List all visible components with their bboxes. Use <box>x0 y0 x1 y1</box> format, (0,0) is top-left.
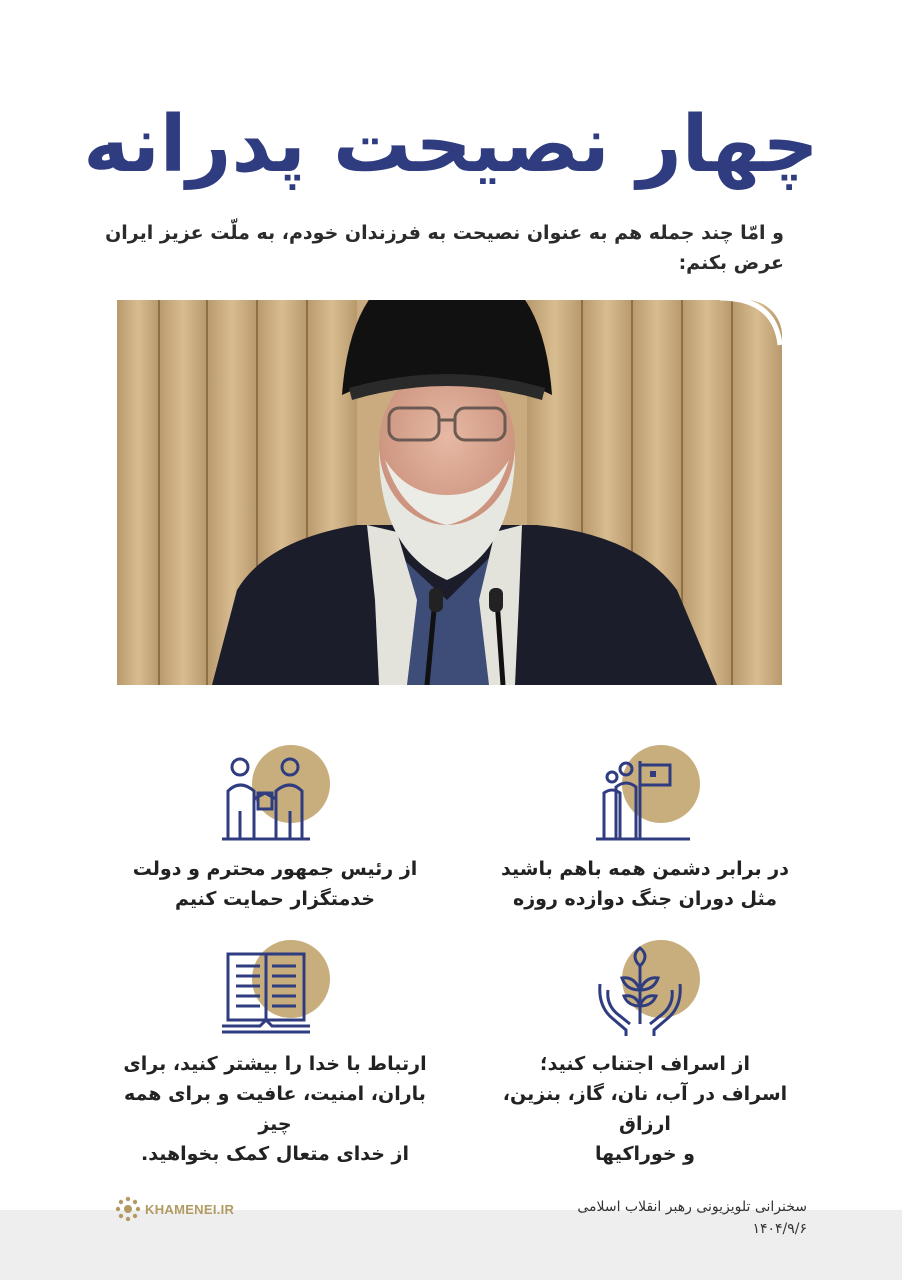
advice-line: از رئیس جمهور محترم و دولت <box>132 858 418 880</box>
advice-item-unity <box>480 745 810 914</box>
advice-line: اسراف در آب، نان، گاز، بنزین، ارزاق <box>502 1083 788 1135</box>
advice-line: از اسراف اجتناب کنید؛ <box>540 1053 750 1075</box>
advice-line: مثل دوران جنگ دوازده روزه <box>513 888 777 910</box>
advice-line: ارتباط با خدا را بیشتر کنید، برای <box>123 1053 427 1075</box>
handshake-people-icon <box>220 751 330 841</box>
decorative-arc <box>700 290 790 350</box>
advice-item-connect-with-god <box>110 940 440 1169</box>
page-title: چهار نصیحت پدرانه <box>83 100 819 190</box>
logo-text: KHAMENEI.IR <box>145 1201 235 1217</box>
logo-emblem-icon <box>115 1196 141 1222</box>
family-flag-icon-wrap <box>590 745 700 840</box>
advice-line: از خدای متعال کمک بخواهید. <box>141 1143 409 1165</box>
source-text: سخنرانی تلویزیونی رهبر انقلاب اسلامی <box>577 1199 807 1215</box>
advice-line: و خوراکیها <box>595 1143 695 1165</box>
advice-line: خدمتگزار حمایت کنیم <box>174 888 375 910</box>
advice-line: باران، امنیت، عافیت و برای همه چیز <box>124 1083 426 1135</box>
open-book-icon-wrap <box>220 940 330 1035</box>
footer-source <box>577 1196 807 1240</box>
hands-plant-icon-wrap <box>590 940 700 1035</box>
advice-text <box>480 1049 810 1169</box>
family-flag-icon <box>590 751 700 841</box>
advice-text <box>110 854 440 914</box>
open-book-icon <box>220 946 330 1036</box>
handshake-people-icon-wrap <box>220 745 330 840</box>
hands-plant-icon <box>590 946 700 1036</box>
advice-line: در برابر دشمن همه باهم باشید <box>501 858 789 880</box>
advice-item-support-government <box>110 745 440 914</box>
source-date: ۱۴۰۴/۹/۶ <box>752 1221 807 1237</box>
advice-text <box>110 1049 440 1169</box>
subtitle: و امّا چند جمله هم به عنوان نصیحت به فرزندان خودم، به ملّت عزیز ایران عرض بکنم: <box>105 222 784 274</box>
portrait-photo <box>117 300 782 685</box>
advice-item-avoid-waste <box>480 940 810 1169</box>
site-logo <box>115 1196 234 1222</box>
advice-text <box>480 854 810 914</box>
